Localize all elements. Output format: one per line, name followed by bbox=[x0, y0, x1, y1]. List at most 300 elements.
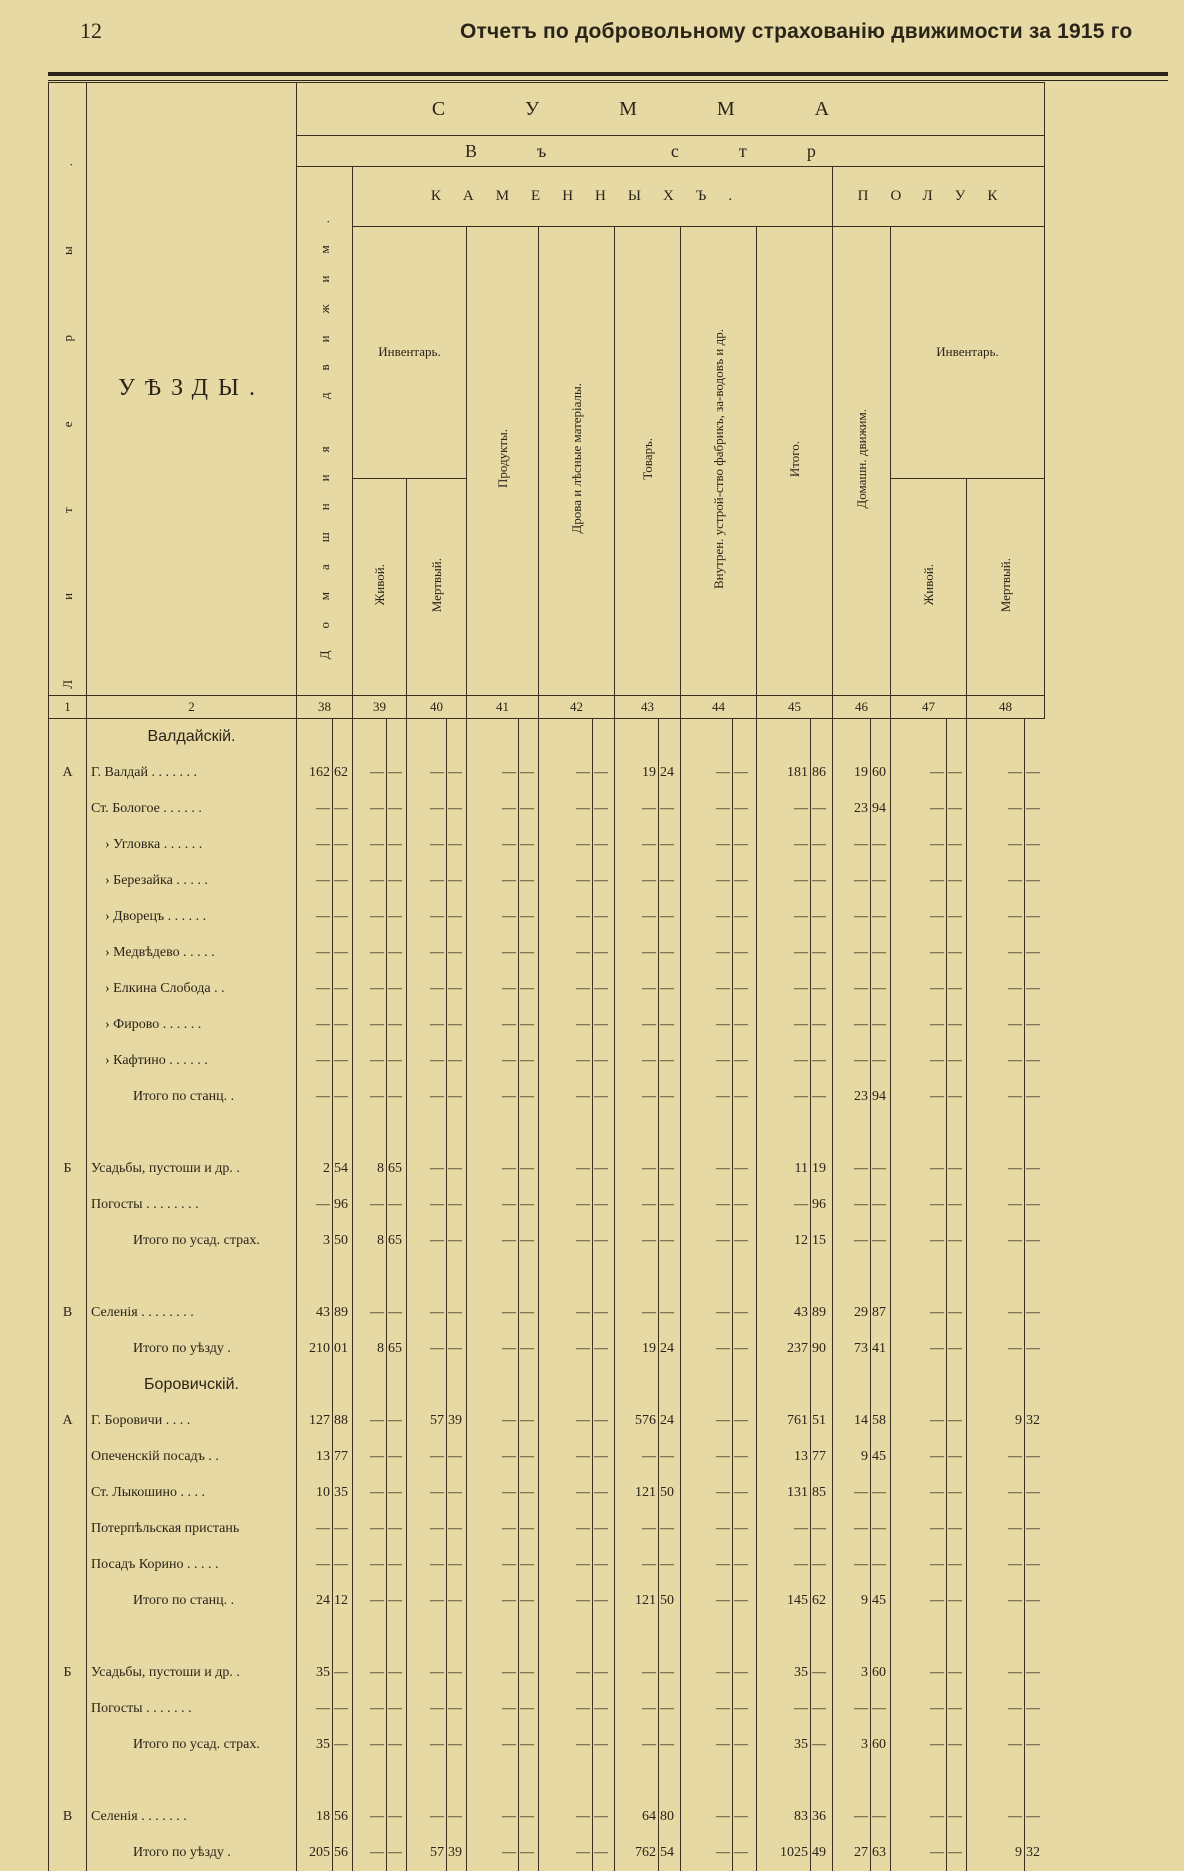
empty-cell bbox=[871, 718, 891, 755]
value-kopecks: — bbox=[1025, 1079, 1045, 1115]
value-kopecks: — bbox=[447, 755, 467, 791]
value-rubles: — bbox=[967, 1223, 1025, 1259]
value-kopecks: — bbox=[519, 1295, 539, 1331]
value-kopecks: — bbox=[871, 1691, 891, 1727]
value-rubles: — bbox=[833, 1691, 871, 1727]
value-kopecks: — bbox=[387, 1691, 407, 1727]
value-kopecks: — bbox=[733, 1007, 757, 1043]
value-rubles: 10 bbox=[297, 1475, 333, 1511]
value-rubles bbox=[891, 1619, 947, 1655]
value-kopecks: — bbox=[519, 1151, 539, 1187]
value-rubles: — bbox=[407, 1583, 447, 1619]
column-number: 42 bbox=[539, 695, 615, 718]
section-lit-cell bbox=[49, 718, 87, 755]
value-kopecks: — bbox=[593, 1187, 615, 1223]
value-kopecks: — bbox=[519, 1007, 539, 1043]
empty-cell bbox=[467, 1367, 519, 1403]
value-kopecks: 60 bbox=[871, 1655, 891, 1691]
column-number: 41 bbox=[467, 695, 539, 718]
value-kopecks: 65 bbox=[387, 1331, 407, 1367]
row-name: Ст. Бологое . . . . . . bbox=[87, 791, 297, 827]
empty-cell bbox=[593, 718, 615, 755]
value-kopecks: — bbox=[387, 1583, 407, 1619]
table-row bbox=[49, 1079, 1045, 1115]
value-kopecks: — bbox=[871, 971, 891, 1007]
value-kopecks bbox=[659, 1115, 681, 1151]
value-kopecks: — bbox=[947, 1475, 967, 1511]
value-kopecks: 54 bbox=[333, 1151, 353, 1187]
empty-cell bbox=[967, 718, 1025, 755]
empty-cell bbox=[659, 1367, 681, 1403]
value-kopecks: — bbox=[871, 935, 891, 971]
value-kopecks: 36 bbox=[811, 1799, 833, 1835]
value-kopecks: — bbox=[871, 1151, 891, 1187]
value-kopecks: — bbox=[947, 1835, 967, 1871]
value-rubles: — bbox=[353, 1007, 387, 1043]
value-kopecks: — bbox=[333, 935, 353, 971]
value-kopecks: — bbox=[1025, 863, 1045, 899]
value-kopecks: — bbox=[519, 1331, 539, 1367]
row-name bbox=[87, 1259, 297, 1295]
page-title: Отчетъ по добровольному страхованію движимости за 1915 го bbox=[460, 20, 1133, 43]
table-row bbox=[49, 899, 1045, 935]
value-rubles bbox=[539, 1115, 593, 1151]
value-rubles: — bbox=[967, 1187, 1025, 1223]
row-litera bbox=[49, 1511, 87, 1547]
value-kopecks: 88 bbox=[333, 1403, 353, 1439]
value-kopecks: — bbox=[519, 1475, 539, 1511]
value-kopecks: 90 bbox=[811, 1331, 833, 1367]
row-name: › Кафтино . . . . . . bbox=[87, 1043, 297, 1079]
value-kopecks bbox=[733, 1259, 757, 1295]
empty-cell bbox=[333, 1367, 353, 1403]
value-rubles: 205 bbox=[297, 1835, 333, 1871]
value-rubles: — bbox=[467, 1655, 519, 1691]
value-rubles: — bbox=[967, 1439, 1025, 1475]
value-kopecks: — bbox=[333, 827, 353, 863]
value-rubles: — bbox=[833, 1151, 871, 1187]
value-rubles: 43 bbox=[757, 1295, 811, 1331]
value-rubles: 181 bbox=[757, 755, 811, 791]
row-litera bbox=[49, 1835, 87, 1871]
value-rubles: — bbox=[681, 1331, 733, 1367]
value-rubles: 19 bbox=[615, 1331, 659, 1367]
row-litera bbox=[49, 1259, 87, 1295]
value-kopecks: — bbox=[593, 1475, 615, 1511]
value-rubles: — bbox=[353, 1295, 387, 1331]
value-kopecks: 45 bbox=[871, 1583, 891, 1619]
value-kopecks: — bbox=[593, 899, 615, 935]
value-rubles: — bbox=[297, 1007, 333, 1043]
value-rubles: 43 bbox=[297, 1295, 333, 1331]
value-rubles: — bbox=[539, 1511, 593, 1547]
value-kopecks: — bbox=[811, 863, 833, 899]
value-kopecks: — bbox=[387, 1727, 407, 1763]
value-rubles: — bbox=[891, 1007, 947, 1043]
row-name: › Дворецъ . . . . . . bbox=[87, 899, 297, 935]
column-number: 47 bbox=[891, 695, 967, 718]
value-rubles: — bbox=[297, 1691, 333, 1727]
value-rubles: — bbox=[967, 935, 1025, 971]
value-kopecks: — bbox=[659, 827, 681, 863]
table-row bbox=[49, 791, 1045, 827]
table-row bbox=[49, 1403, 1045, 1439]
table-row bbox=[49, 1619, 1045, 1655]
value-rubles: — bbox=[833, 935, 871, 971]
section-title: Боровичскій. bbox=[87, 1367, 297, 1403]
value-rubles: 3 bbox=[833, 1655, 871, 1691]
value-kopecks bbox=[387, 1619, 407, 1655]
value-rubles: — bbox=[539, 1403, 593, 1439]
value-kopecks: 58 bbox=[871, 1403, 891, 1439]
value-kopecks: — bbox=[387, 1475, 407, 1511]
empty-cell bbox=[519, 1367, 539, 1403]
value-kopecks: — bbox=[447, 1223, 467, 1259]
value-kopecks: — bbox=[447, 1187, 467, 1223]
value-rubles: — bbox=[353, 1079, 387, 1115]
value-kopecks: — bbox=[447, 1799, 467, 1835]
value-kopecks: — bbox=[387, 899, 407, 935]
empty-cell bbox=[519, 718, 539, 755]
value-kopecks: — bbox=[947, 971, 967, 1007]
value-kopecks: — bbox=[659, 1655, 681, 1691]
value-kopecks: — bbox=[1025, 1331, 1045, 1367]
value-kopecks: — bbox=[947, 1007, 967, 1043]
value-kopecks bbox=[659, 1619, 681, 1655]
header-col-43: Товаръ. bbox=[615, 226, 681, 695]
value-rubles bbox=[681, 1763, 733, 1799]
value-kopecks: 86 bbox=[811, 755, 833, 791]
value-kopecks: — bbox=[593, 1079, 615, 1115]
value-rubles: — bbox=[615, 1691, 659, 1727]
table-row bbox=[49, 1583, 1045, 1619]
header-uezdy: УѢЗДЫ. bbox=[87, 83, 297, 696]
header-inventar-2: Инвентарь. bbox=[891, 226, 1045, 478]
empty-cell bbox=[593, 1367, 615, 1403]
value-kopecks bbox=[1025, 1619, 1045, 1655]
value-kopecks: — bbox=[593, 1583, 615, 1619]
value-rubles bbox=[615, 1259, 659, 1295]
value-kopecks: 35 bbox=[333, 1475, 353, 1511]
value-kopecks: — bbox=[733, 1187, 757, 1223]
value-rubles: — bbox=[681, 1511, 733, 1547]
empty-cell bbox=[447, 1367, 467, 1403]
value-kopecks: — bbox=[387, 1187, 407, 1223]
header-col-47: Живой. bbox=[891, 478, 967, 695]
value-rubles: — bbox=[615, 791, 659, 827]
value-rubles bbox=[353, 1115, 387, 1151]
value-rubles: — bbox=[539, 1223, 593, 1259]
value-rubles: — bbox=[681, 1583, 733, 1619]
value-kopecks: 45 bbox=[871, 1439, 891, 1475]
value-rubles: — bbox=[757, 899, 811, 935]
value-rubles bbox=[891, 1763, 947, 1799]
value-kopecks: — bbox=[947, 1511, 967, 1547]
value-rubles bbox=[757, 1763, 811, 1799]
value-rubles: — bbox=[407, 1727, 447, 1763]
column-number: 46 bbox=[833, 695, 891, 718]
value-kopecks: — bbox=[947, 935, 967, 971]
value-rubles: — bbox=[615, 1151, 659, 1187]
value-rubles: — bbox=[407, 1223, 447, 1259]
value-kopecks bbox=[947, 1259, 967, 1295]
value-kopecks: — bbox=[659, 1511, 681, 1547]
value-rubles: — bbox=[407, 827, 447, 863]
table-row bbox=[49, 1007, 1045, 1043]
header-summa: СУММА bbox=[297, 83, 1045, 136]
value-kopecks: 49 bbox=[811, 1835, 833, 1871]
value-kopecks: 94 bbox=[871, 1079, 891, 1115]
value-rubles bbox=[967, 1619, 1025, 1655]
value-rubles: — bbox=[407, 863, 447, 899]
value-kopecks: 89 bbox=[333, 1295, 353, 1331]
value-rubles: 145 bbox=[757, 1583, 811, 1619]
value-kopecks: — bbox=[871, 827, 891, 863]
value-kopecks: 19 bbox=[811, 1151, 833, 1187]
value-kopecks: — bbox=[387, 1511, 407, 1547]
value-kopecks: 54 bbox=[659, 1835, 681, 1871]
value-kopecks: — bbox=[733, 1547, 757, 1583]
empty-cell bbox=[733, 718, 757, 755]
value-rubles bbox=[467, 1619, 519, 1655]
value-kopecks bbox=[871, 1763, 891, 1799]
empty-cell bbox=[353, 1367, 387, 1403]
value-kopecks bbox=[593, 1115, 615, 1151]
header-col-42: Дрова и лѣсные матеріалы. bbox=[539, 226, 615, 695]
value-rubles: 23 bbox=[833, 791, 871, 827]
row-name: Посадъ Корино . . . . . bbox=[87, 1547, 297, 1583]
value-rubles: — bbox=[681, 1403, 733, 1439]
row-litera bbox=[49, 935, 87, 971]
value-kopecks: — bbox=[593, 1151, 615, 1187]
value-rubles: — bbox=[615, 1223, 659, 1259]
value-kopecks: — bbox=[811, 935, 833, 971]
value-rubles: — bbox=[407, 899, 447, 935]
value-kopecks: — bbox=[387, 935, 407, 971]
value-rubles: — bbox=[757, 1691, 811, 1727]
value-rubles: 762 bbox=[615, 1835, 659, 1871]
value-kopecks: — bbox=[947, 755, 967, 791]
row-litera bbox=[49, 1007, 87, 1043]
value-kopecks: 56 bbox=[333, 1799, 353, 1835]
value-rubles: — bbox=[615, 971, 659, 1007]
value-rubles: — bbox=[539, 1007, 593, 1043]
value-kopecks: — bbox=[733, 1727, 757, 1763]
value-kopecks: — bbox=[733, 1079, 757, 1115]
page-number: 12 bbox=[80, 18, 102, 43]
value-kopecks: — bbox=[447, 1079, 467, 1115]
value-rubles: — bbox=[891, 1295, 947, 1331]
value-rubles: — bbox=[681, 1691, 733, 1727]
empty-cell bbox=[833, 718, 871, 755]
empty-cell bbox=[947, 718, 967, 755]
value-kopecks: — bbox=[447, 1331, 467, 1367]
value-rubles bbox=[967, 1763, 1025, 1799]
value-rubles: — bbox=[891, 827, 947, 863]
header-col-40: Мертвый. bbox=[407, 478, 467, 695]
row-name: Селенія . . . . . . . . bbox=[87, 1295, 297, 1331]
value-kopecks: — bbox=[733, 1799, 757, 1835]
value-kopecks bbox=[447, 1259, 467, 1295]
value-kopecks: — bbox=[519, 1223, 539, 1259]
value-kopecks: 96 bbox=[811, 1187, 833, 1223]
value-rubles: — bbox=[681, 827, 733, 863]
value-rubles: — bbox=[539, 1799, 593, 1835]
value-rubles: — bbox=[757, 863, 811, 899]
value-rubles: — bbox=[467, 971, 519, 1007]
value-rubles bbox=[891, 1115, 947, 1151]
value-rubles: — bbox=[833, 899, 871, 935]
value-kopecks: — bbox=[387, 1439, 407, 1475]
value-rubles: — bbox=[539, 1187, 593, 1223]
value-kopecks: — bbox=[333, 791, 353, 827]
value-rubles: — bbox=[615, 1295, 659, 1331]
value-kopecks: — bbox=[1025, 971, 1045, 1007]
empty-cell bbox=[297, 1367, 333, 1403]
value-rubles: — bbox=[467, 899, 519, 935]
row-litera bbox=[49, 1547, 87, 1583]
value-kopecks: — bbox=[659, 1223, 681, 1259]
value-kopecks: — bbox=[871, 899, 891, 935]
column-number: 44 bbox=[681, 695, 757, 718]
value-kopecks: — bbox=[1025, 1655, 1045, 1691]
value-rubles: — bbox=[615, 1079, 659, 1115]
value-kopecks: — bbox=[333, 1007, 353, 1043]
value-kopecks bbox=[811, 1259, 833, 1295]
value-kopecks: — bbox=[733, 1403, 757, 1439]
value-rubles: 127 bbox=[297, 1403, 333, 1439]
value-rubles: — bbox=[297, 863, 333, 899]
value-rubles: — bbox=[967, 1583, 1025, 1619]
value-kopecks: — bbox=[733, 1439, 757, 1475]
value-rubles: — bbox=[297, 935, 333, 971]
value-kopecks: 96 bbox=[333, 1187, 353, 1223]
value-kopecks: — bbox=[333, 1655, 353, 1691]
value-rubles: — bbox=[681, 1727, 733, 1763]
row-name: Ст. Лыкошино . . . . bbox=[87, 1475, 297, 1511]
value-rubles: — bbox=[615, 935, 659, 971]
value-rubles: 35 bbox=[297, 1655, 333, 1691]
value-kopecks: — bbox=[333, 1079, 353, 1115]
value-rubles: — bbox=[539, 1691, 593, 1727]
value-kopecks: — bbox=[947, 827, 967, 863]
value-rubles: — bbox=[467, 1547, 519, 1583]
empty-cell bbox=[387, 1367, 407, 1403]
value-rubles: — bbox=[467, 1439, 519, 1475]
value-kopecks: 62 bbox=[811, 1583, 833, 1619]
value-kopecks: — bbox=[947, 899, 967, 935]
row-name: Усадьбы, пустоши и др. . bbox=[87, 1151, 297, 1187]
empty-cell bbox=[539, 1367, 593, 1403]
row-litera bbox=[49, 827, 87, 863]
value-rubles bbox=[297, 1619, 333, 1655]
value-kopecks: — bbox=[447, 863, 467, 899]
value-rubles: — bbox=[539, 1655, 593, 1691]
value-kopecks: 77 bbox=[811, 1439, 833, 1475]
value-rubles: 9 bbox=[833, 1439, 871, 1475]
value-kopecks: — bbox=[871, 1223, 891, 1259]
row-litera bbox=[49, 1763, 87, 1799]
value-kopecks: — bbox=[593, 827, 615, 863]
value-rubles: — bbox=[353, 1475, 387, 1511]
value-kopecks: — bbox=[947, 1691, 967, 1727]
value-kopecks: — bbox=[947, 1547, 967, 1583]
value-rubles: — bbox=[891, 1511, 947, 1547]
row-litera bbox=[49, 791, 87, 827]
table-row bbox=[49, 1547, 1045, 1583]
value-kopecks: — bbox=[811, 1655, 833, 1691]
value-rubles: — bbox=[407, 1079, 447, 1115]
value-kopecks: — bbox=[519, 1403, 539, 1439]
value-kopecks bbox=[387, 1115, 407, 1151]
value-rubles: — bbox=[891, 791, 947, 827]
value-rubles: — bbox=[681, 755, 733, 791]
value-kopecks bbox=[1025, 1115, 1045, 1151]
value-rubles: — bbox=[467, 1331, 519, 1367]
value-rubles: — bbox=[615, 1727, 659, 1763]
value-rubles: — bbox=[757, 1547, 811, 1583]
value-kopecks bbox=[387, 1259, 407, 1295]
value-rubles: — bbox=[297, 1079, 333, 1115]
value-rubles: 35 bbox=[297, 1727, 333, 1763]
value-rubles: — bbox=[681, 1835, 733, 1871]
value-kopecks: — bbox=[1025, 1007, 1045, 1043]
value-kopecks: — bbox=[871, 1007, 891, 1043]
table-row bbox=[49, 827, 1045, 863]
value-kopecks: — bbox=[519, 1583, 539, 1619]
value-kopecks: — bbox=[871, 1187, 891, 1223]
row-litera bbox=[49, 1187, 87, 1223]
value-kopecks: — bbox=[519, 827, 539, 863]
value-rubles: — bbox=[467, 1799, 519, 1835]
value-kopecks bbox=[387, 1763, 407, 1799]
row-litera: Б bbox=[49, 1151, 87, 1187]
value-kopecks: — bbox=[447, 1511, 467, 1547]
value-kopecks: — bbox=[659, 1295, 681, 1331]
row-name: Селенія . . . . . . . bbox=[87, 1799, 297, 1835]
value-kopecks: 60 bbox=[871, 1727, 891, 1763]
value-kopecks: — bbox=[593, 1547, 615, 1583]
row-name: Г. Валдай . . . . . . . bbox=[87, 755, 297, 791]
value-rubles: 27 bbox=[833, 1835, 871, 1871]
row-litera bbox=[49, 1331, 87, 1367]
value-rubles: — bbox=[681, 863, 733, 899]
value-rubles: — bbox=[681, 1007, 733, 1043]
value-rubles: 162 bbox=[297, 755, 333, 791]
value-kopecks: — bbox=[447, 1583, 467, 1619]
value-kopecks bbox=[593, 1619, 615, 1655]
value-kopecks: — bbox=[659, 1043, 681, 1079]
value-kopecks bbox=[519, 1619, 539, 1655]
table-row bbox=[49, 1043, 1045, 1079]
value-rubles bbox=[967, 1259, 1025, 1295]
value-rubles: — bbox=[891, 1043, 947, 1079]
value-kopecks: — bbox=[387, 791, 407, 827]
value-rubles: — bbox=[681, 935, 733, 971]
row-litera bbox=[49, 1619, 87, 1655]
value-kopecks: — bbox=[333, 863, 353, 899]
value-kopecks: — bbox=[947, 1655, 967, 1691]
row-litera bbox=[49, 1583, 87, 1619]
value-kopecks: — bbox=[333, 1043, 353, 1079]
value-kopecks: — bbox=[593, 1403, 615, 1439]
value-kopecks: — bbox=[519, 791, 539, 827]
value-kopecks: — bbox=[519, 1439, 539, 1475]
value-kopecks: — bbox=[947, 791, 967, 827]
value-rubles: — bbox=[891, 863, 947, 899]
empty-cell bbox=[615, 718, 659, 755]
value-rubles: 35 bbox=[757, 1655, 811, 1691]
